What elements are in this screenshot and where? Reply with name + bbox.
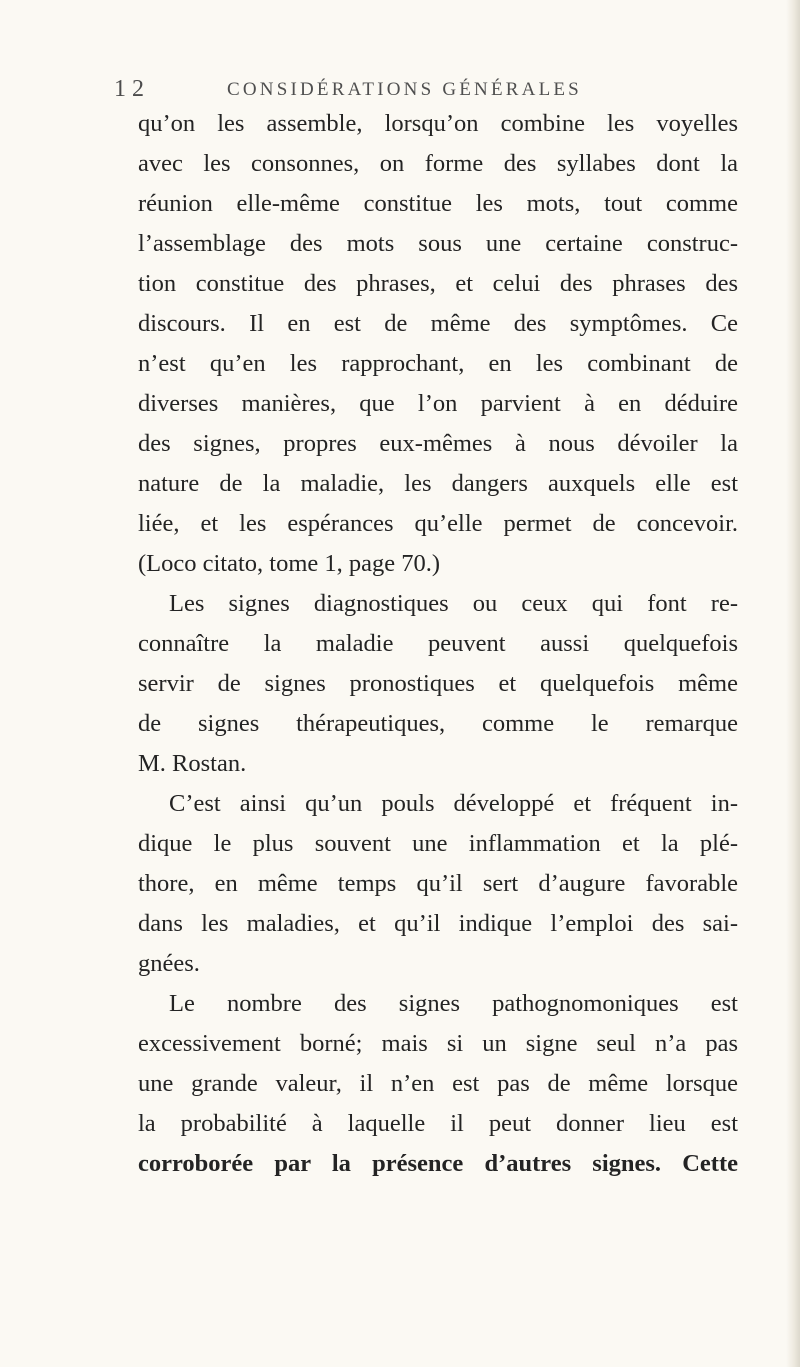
text-line: discours. Il en est de même des symptômes. Ce bbox=[138, 310, 738, 337]
text-line: qu’on les assemble, lorsqu’on combine les voyelles bbox=[138, 110, 738, 137]
text-line: dique le plus souvent une inflammation et la plé- bbox=[138, 830, 738, 857]
text-line: réunion elle-même constitue les mots, tout comme bbox=[138, 190, 738, 217]
text-line: gnées. bbox=[138, 950, 200, 977]
text-line: n’est qu’en les rapprochant, en les combinant de bbox=[138, 350, 738, 377]
text-line: avec les consonnes, on forme des syllabes dont la bbox=[138, 150, 738, 177]
text-line: une grande valeur, il n’en est pas de même lorsque bbox=[138, 1070, 738, 1097]
paragraph-start: Les signes diagnostiques ou ceux qui font re- bbox=[169, 590, 738, 617]
paragraph-start: C’est ainsi qu’un pouls développé et fréquent in- bbox=[169, 790, 738, 817]
text-line: des signes, propres eux-mêmes à nous dévoiler la bbox=[138, 430, 738, 457]
text-line: thore, en même temps qu’il sert d’augure favorable bbox=[138, 870, 738, 897]
text-line: servir de signes pronostiques et quelquefois même bbox=[138, 670, 738, 697]
paragraph-start: Le nombre des signes pathognomoniques est bbox=[169, 990, 738, 1017]
text-line: corroborée par la présence d’autres signes. Cette bbox=[138, 1150, 738, 1177]
text-line: de signes thérapeutiques, comme le remarque bbox=[138, 710, 738, 737]
text-line: nature de la maladie, les dangers auxquels elle est bbox=[138, 470, 738, 497]
text-line: dans les maladies, et qu’il indique l’emploi des sai- bbox=[138, 910, 738, 937]
text-line: tion constitue des phrases, et celui des phrases des bbox=[138, 270, 738, 297]
citation-line: (Loco citato, tome 1, page 70.) bbox=[138, 550, 441, 577]
text-line: excessivement borné; mais si un signe seul n’a pas bbox=[138, 1030, 738, 1057]
text-line: M. Rostan. bbox=[138, 750, 247, 777]
text-line: diverses manières, que l’on parvient à en déduire bbox=[138, 390, 738, 417]
page-header bbox=[114, 76, 601, 106]
page-number: 1 2 bbox=[114, 76, 144, 102]
text-line: liée, et les espérances qu’elle permet de concevoir. bbox=[138, 510, 738, 537]
text-line: connaître la maladie peuvent aussi quelquefois bbox=[138, 630, 738, 657]
running-title: CONSIDÉRATIONS GÉNÉRALES bbox=[227, 79, 582, 100]
text-line: la probabilité à laquelle il peut donner lieu est bbox=[138, 1110, 738, 1137]
page-edge-shadow bbox=[786, 0, 800, 1367]
text-line: l’assemblage des mots sous une certaine construc- bbox=[138, 230, 738, 257]
